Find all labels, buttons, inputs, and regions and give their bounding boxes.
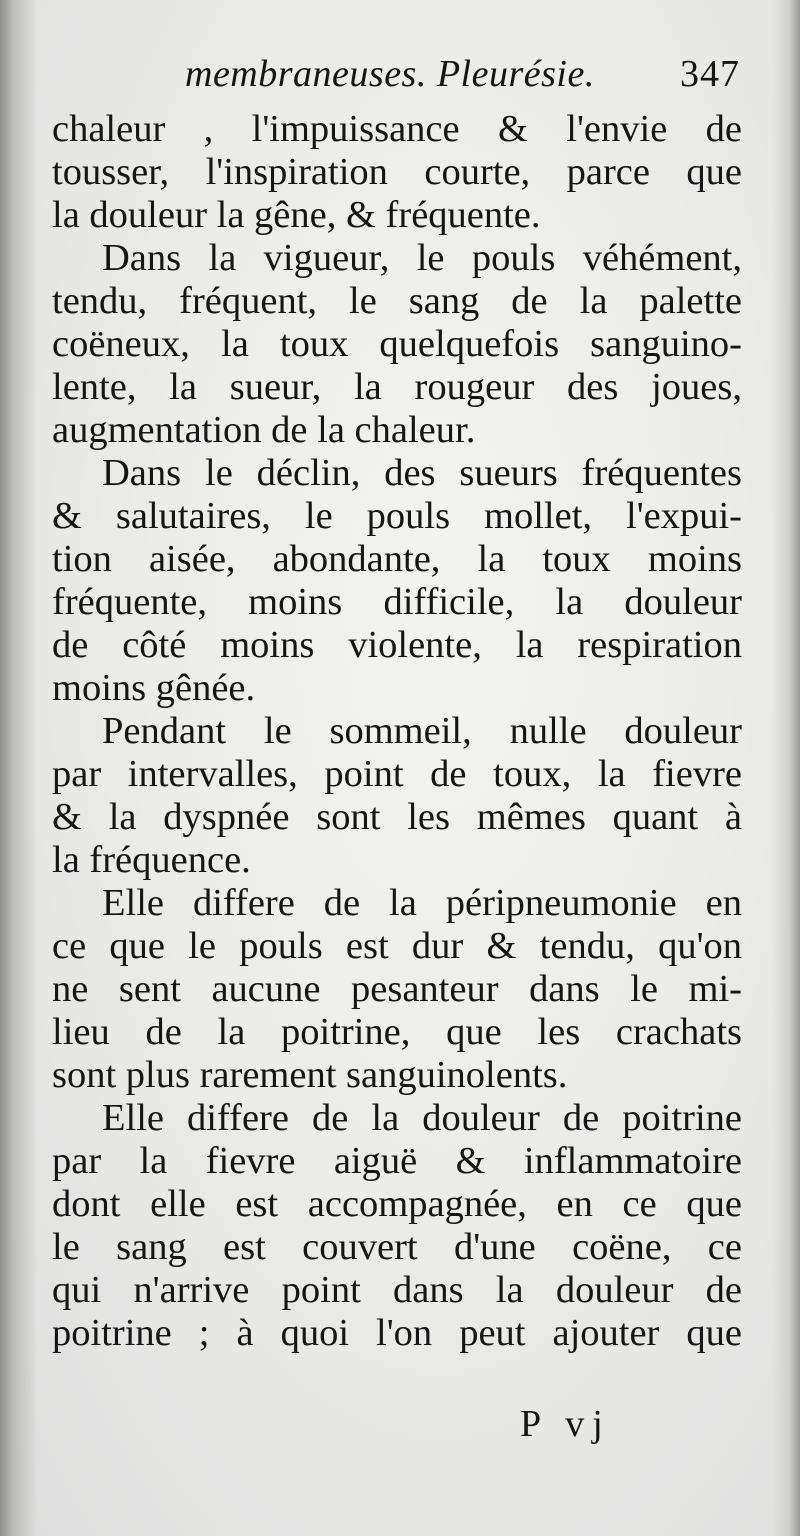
text-line: augmentation de la chaleur.	[52, 409, 476, 451]
page-footer	[520, 1402, 660, 1446]
text-line: tousser, l'inspiration courte, parce que	[52, 151, 742, 193]
text-line: la fréquence.	[52, 839, 251, 881]
text-line: chaleur , l'impuissance & l'envie de	[52, 108, 742, 150]
running-head: membraneuses. Pleurésie.	[185, 53, 595, 95]
text-line: le sang est couvert d'une coëne, ce	[52, 1226, 742, 1268]
text-line: & la dyspnée sont les mêmes quant à	[52, 796, 742, 838]
body-text	[52, 108, 742, 1355]
text-line: Pendant le sommeil, nulle douleur	[102, 710, 742, 752]
text-line: Dans le déclin, des sueurs fréquentes	[102, 452, 742, 494]
text-line: lieu de la poitrine, que les crachats	[52, 1011, 742, 1053]
text-line: par la fievre aiguë & inflammatoire	[52, 1140, 742, 1182]
text-line: fréquente, moins difficile, la douleur	[52, 581, 742, 623]
text-line: la douleur la gêne, & fréquente.	[52, 194, 541, 236]
text-line: Dans la vigueur, le pouls véhément,	[102, 237, 742, 279]
signature-mark: P vj	[520, 1403, 611, 1445]
text-line: Elle differe de la douleur de poitrine	[102, 1097, 742, 1139]
page-number: 347	[680, 53, 740, 95]
text-line: ne sent aucune pesanteur dans le mi-	[52, 968, 742, 1010]
text-line: tion aisée, abondante, la toux moins	[52, 538, 742, 580]
text-line: sont plus rarement sanguinolents.	[52, 1054, 568, 1096]
text-line: & salutaires, le pouls mollet, l'expui-	[52, 495, 742, 537]
text-line: de côté moins violente, la respiration	[52, 624, 742, 666]
page-header	[185, 52, 740, 102]
edge-shadow	[772, 0, 800, 1536]
text-line: par intervalles, point de toux, la fievre	[52, 753, 742, 795]
text-line: lente, la sueur, la rougeur des joues,	[52, 366, 742, 408]
text-line: poitrine ; à quoi l'on peut ajouter que	[52, 1312, 742, 1354]
text-line: qui n'arrive point dans la douleur de	[52, 1269, 742, 1311]
text-line: ce que le pouls est dur & tendu, qu'on	[52, 925, 742, 967]
text-line: coëneux, la toux quelquefois sanguino-	[52, 323, 742, 365]
text-line: moins gênée.	[52, 667, 256, 709]
text-line: tendu, fréquent, le sang de la palette	[52, 280, 742, 322]
text-line: Elle differe de la péripneumonie en	[102, 882, 742, 924]
text-line: dont elle est accompagnée, en ce que	[52, 1183, 742, 1225]
gutter-shadow	[0, 0, 38, 1536]
